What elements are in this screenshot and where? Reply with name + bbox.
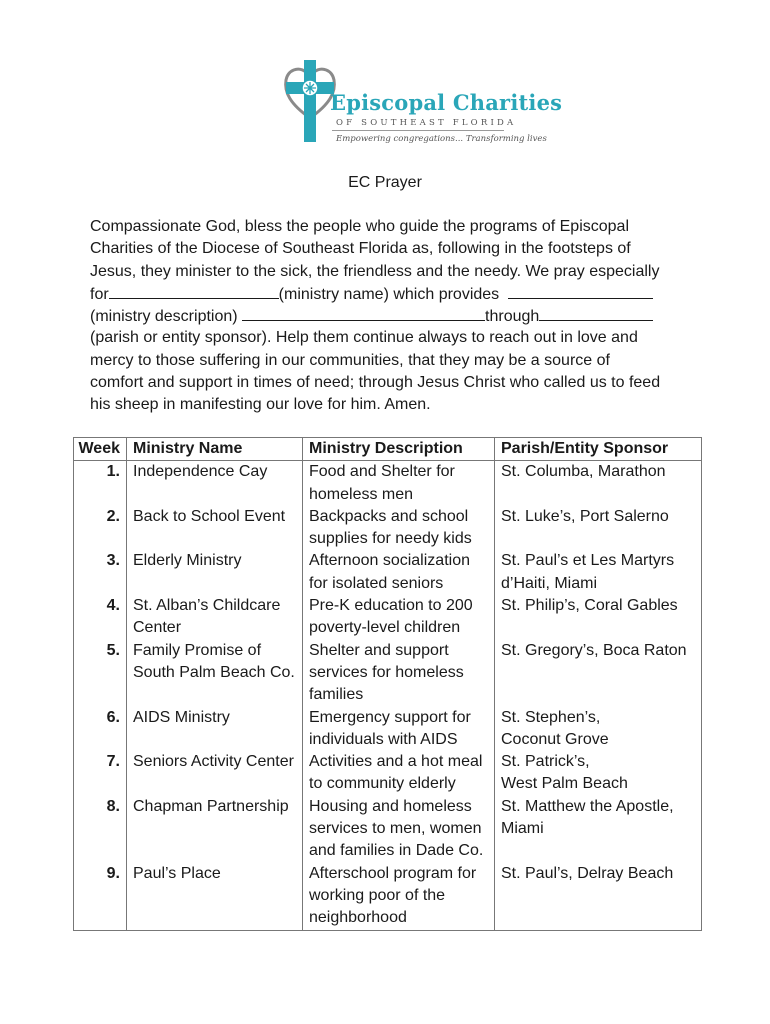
ministry-description-cell-line: individuals with AIDS: [309, 730, 458, 748]
ministry-name-cell-line: South Palm Beach Co.: [133, 663, 295, 681]
ministry-description-cell-line: Emergency support for: [309, 708, 471, 726]
ministry-name-cell: [127, 595, 303, 640]
prayer-fill-text: (ministry description): [90, 308, 238, 326]
sponsor-blank[interactable]: [539, 305, 653, 321]
sponsor-cell-line: St. Patrick’s,: [501, 753, 590, 771]
sponsor-cell-line: St. Stephen’s,: [501, 708, 601, 726]
sponsor-cell: [495, 707, 702, 752]
ministry-description-cell: [303, 751, 495, 796]
table-header-row: [74, 438, 702, 461]
ministry-description-cell: [303, 550, 495, 595]
ministry-description-cell: [303, 640, 495, 707]
ministry-name-cell-line: Back to School Event: [133, 507, 286, 525]
header-ministry-description: Ministry Description: [303, 438, 495, 461]
ministry-name-cell-line: St. Alban’s Childcare: [133, 597, 281, 615]
ministry-name-cell: [127, 461, 303, 506]
ministry-description-blank[interactable]: [242, 305, 485, 321]
ministry-description-cell-line: Activities and a hot meal: [309, 753, 483, 771]
ministry-description-cell: [303, 595, 495, 640]
prayer-fill-line: [90, 283, 690, 305]
ministry-description-cell-line: Afterschool program for: [309, 864, 477, 882]
ministry-schedule-table: [73, 437, 702, 931]
ministry-name-cell-line: Elderly Ministry: [133, 552, 242, 570]
sponsor-cell-line: St. Philip’s, Coral Gables: [501, 597, 678, 615]
ministry-description-cell-line: Afternoon socialization: [309, 552, 470, 570]
prayer-line: mercy to those suffering in our communities, that they may be a source of: [90, 351, 610, 369]
ministry-name-cell: [127, 751, 303, 796]
table-row: [74, 595, 702, 640]
ministry-description-cell: [303, 707, 495, 752]
week-cell: 7.: [74, 751, 127, 796]
ministry-description-cell-line: and families in Dade Co.: [309, 842, 484, 860]
ministry-name-cell: [127, 550, 303, 595]
prayer-fill-text: (ministry name) which provides: [278, 285, 500, 303]
ministry-description-cell: [303, 461, 495, 506]
sponsor-cell-line: d’Haiti, Miami: [501, 574, 598, 592]
header-week: Week: [74, 438, 127, 461]
ministry-description-cell: [303, 796, 495, 863]
week-cell: 6.: [74, 707, 127, 752]
week-cell: 1.: [74, 461, 127, 506]
prayer-line: Charities of the Diocese of Southeast Florida as, following in the footsteps of: [90, 240, 631, 258]
ministry-name-cell-line: Paul’s Place: [133, 864, 221, 882]
prayer-fill-line: [90, 305, 690, 327]
ministry-description-cell-line: supplies for needy kids: [309, 530, 472, 548]
sponsor-cell-line: Coconut Grove: [501, 730, 609, 748]
week-cell: 3.: [74, 550, 127, 595]
ministry-description-cell-line: poverty-level children: [309, 619, 461, 637]
ministry-description-cell-line: working poor of the: [309, 886, 446, 904]
ministry-name-cell: [127, 506, 303, 551]
ministry-name-cell: [127, 796, 303, 863]
sponsor-cell: [495, 751, 702, 796]
ministry-name-blank[interactable]: [109, 283, 279, 299]
sponsor-cell-line: St. Paul’s et Les Martyrs: [501, 552, 675, 570]
sponsor-cell-line: St. Gregory’s, Boca Raton: [501, 641, 687, 659]
prayer-line: Compassionate God, bless the people who guide the programs of Episcopal: [90, 218, 629, 235]
table-row: [74, 796, 702, 863]
table-row: [74, 550, 702, 595]
ministry-description-cell-line: homeless men: [309, 485, 414, 503]
ministry-description-cell-line: services for homeless: [309, 663, 464, 681]
week-cell: 2.: [74, 506, 127, 551]
ministry-description-cell-line: Shelter and support: [309, 641, 449, 659]
sponsor-cell: [495, 796, 702, 863]
prayer-line: (parish or entity sponsor). Help them continue always to reach out in love and: [90, 329, 638, 347]
ministry-description-cell-line: Food and Shelter for: [309, 463, 455, 481]
ministry-name-cell-line: Center: [133, 619, 182, 637]
sponsor-cell-line: Miami: [501, 820, 544, 838]
sponsor-cell: [495, 550, 702, 595]
ministry-description-cell: [303, 863, 495, 930]
week-cell: 4.: [74, 595, 127, 640]
sponsor-cell-line: St. Paul’s, Delray Beach: [501, 864, 674, 882]
logo-title: Episcopal Charities: [330, 90, 563, 115]
sponsor-cell: [495, 461, 702, 506]
ministry-description-cell-line: Housing and homeless: [309, 797, 472, 815]
prayer-line: his sheep in manifesting our love for him. Amen.: [90, 396, 431, 414]
episcopal-charities-logo: [280, 58, 563, 150]
sponsor-cell: [495, 640, 702, 707]
table-row: [74, 506, 702, 551]
ministry-description-cell-line: services to men, women: [309, 820, 482, 838]
prayer-fill-text: through: [485, 308, 540, 326]
ministry-name-cell: [127, 640, 303, 707]
ministry-description-cell-line: for isolated seniors: [309, 574, 444, 592]
ministry-name-cell-line: Chapman Partnership: [133, 797, 289, 815]
header-sponsor: Parish/Entity Sponsor: [495, 438, 702, 461]
table-row: [74, 751, 702, 796]
ministry-name-cell: [127, 863, 303, 930]
table-row: [74, 863, 702, 930]
ministry-description-cell-line: Backpacks and school: [309, 507, 469, 525]
sponsor-cell-line: West Palm Beach: [501, 775, 628, 793]
sponsor-cell: [495, 863, 702, 930]
sponsor-cell-line: St. Columba, Marathon: [501, 463, 666, 481]
sponsor-cell: [495, 506, 702, 551]
sponsor-cell-line: St. Matthew the Apostle,: [501, 797, 674, 815]
prayer-line: comfort and support in times of need; through Jesus Christ who called us to feed: [90, 374, 661, 392]
week-cell: 9.: [74, 863, 127, 930]
ministry-description-cell-line: families: [309, 686, 364, 704]
logo-subtitle: OF SOUTHEAST FLORIDA: [336, 118, 517, 128]
week-cell: 8.: [74, 796, 127, 863]
sponsor-cell-line: St. Luke’s, Port Salerno: [501, 507, 669, 525]
header-ministry-name: Ministry Name: [127, 438, 303, 461]
logo-tagline: Empowering congregations... Transforming lives: [336, 134, 547, 144]
page-title: EC Prayer: [348, 174, 422, 191]
ministry-name-cell-line: Family Promise of: [133, 641, 262, 659]
ministry-name-cell: [127, 707, 303, 752]
prayer-fill-text: for: [90, 285, 109, 303]
ministry-description-cell-line: neighborhood: [309, 909, 407, 927]
sponsor-cell: [495, 595, 702, 640]
prayer-text: [90, 216, 690, 417]
logo-divider: [332, 130, 504, 131]
ministry-description-cell-line: to community elderly: [309, 775, 456, 793]
table-row: [74, 640, 702, 707]
ministry-name-cell-line: AIDS Ministry: [133, 708, 230, 726]
ministry-provides-blank[interactable]: [508, 283, 653, 299]
week-cell: 5.: [74, 640, 127, 707]
ministry-name-cell-line: Seniors Activity Center: [133, 753, 294, 771]
ministry-description-cell: [303, 506, 495, 551]
table-row: [74, 461, 702, 506]
ministry-name-cell-line: Independence Cay: [133, 463, 268, 481]
ministry-description-cell-line: Pre-K education to 200: [309, 597, 473, 615]
prayer-line: Jesus, they minister to the sick, the friendless and the needy. We pray especially: [90, 262, 660, 280]
table-row: [74, 707, 702, 752]
